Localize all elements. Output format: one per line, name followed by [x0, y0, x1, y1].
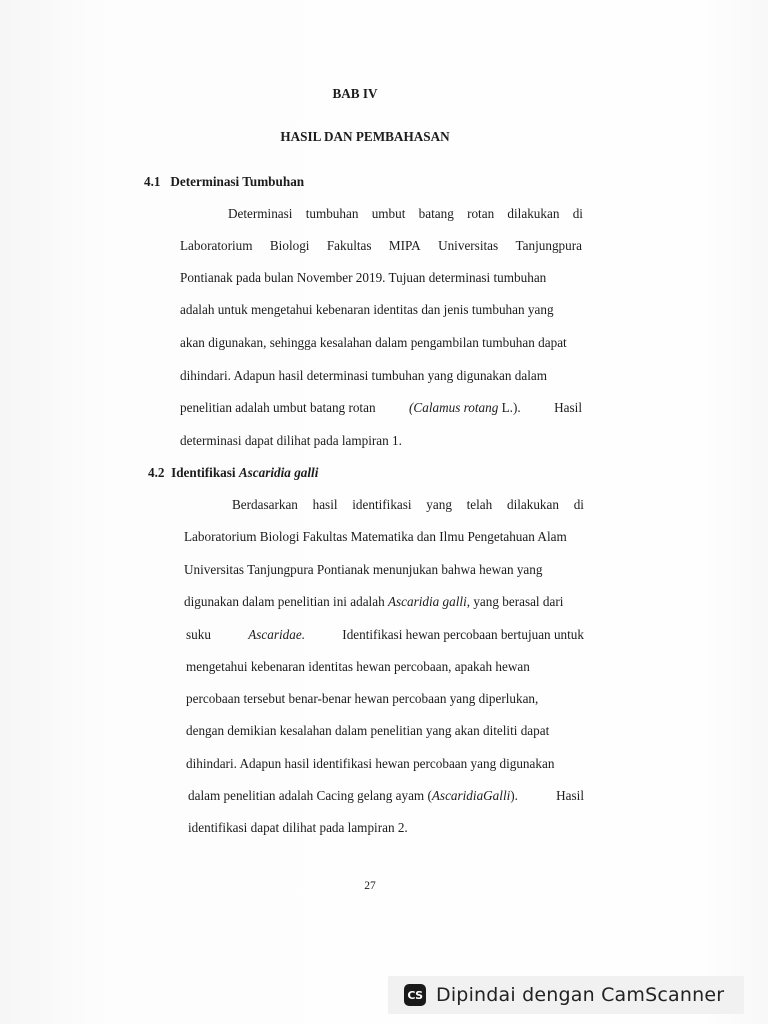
paragraph-line: percobaan tersebut benar-benar hewan percobaan yang diperlukan,: [186, 691, 539, 706]
paragraph-line: adalah untuk mengetahui kebenaran identitas dan jenis tumbuhan yang: [180, 302, 554, 317]
paragraph-line: determinasi dapat dilihat pada lampiran 1.: [180, 433, 402, 448]
section-title-species: Ascaridia galli: [238, 465, 319, 480]
section-4-1-heading: [144, 174, 304, 190]
paragraph-line: mengetahui kebenaran identitas hewan percobaan, apakah hewan: [186, 659, 530, 674]
camscanner-logo-icon: CS: [404, 984, 426, 1006]
paragraph-line: digunakan dalam penelitian ini adalah Ascaridia galli, yang berasal dari: [184, 594, 564, 609]
section-title: Identifikasi: [171, 465, 236, 480]
paragraph-line: suku Ascaridae. Identifikasi hewan percobaan bertujuan untuk: [186, 627, 584, 642]
paragraph-line: penelitian adalah umbut batang rotan (Calamus rotang L.). Hasil: [180, 400, 582, 415]
camscanner-text: Dipindai dengan CamScanner: [436, 984, 725, 1006]
paragraph-line: dihindari. Adapun hasil identifikasi hewan percobaan yang digunakan: [186, 756, 555, 771]
paragraph-line: akan digunakan, sehingga kesalahan dalam pengambilan tumbuhan dapat: [180, 335, 567, 350]
paragraph-line: dalam penelitian adalah Cacing gelang ayam (AscaridiaGalli). Hasil: [188, 788, 584, 803]
paragraph-line: Determinasi tumbuhan umbut batang rotan dilakukan di: [228, 206, 583, 221]
paragraph-line: dengan demikian kesalahan dalam penelitian yang akan diteliti dapat: [186, 723, 550, 738]
paragraph-line: identifikasi dapat dilihat pada lampiran 2.: [188, 820, 408, 835]
paragraph-line: dihindari. Adapun hasil determinasi tumbuhan yang digunakan dalam: [180, 368, 547, 383]
paragraph-line: Pontianak pada bulan November 2019. Tujuan determinasi tumbuhan: [180, 270, 547, 285]
section-title: Determinasi Tumbuhan: [170, 174, 305, 189]
section-4-2-heading: [148, 465, 318, 481]
section-number: 4.1: [144, 174, 161, 189]
chapter-heading: BAB IV: [332, 86, 378, 101]
section-number: 4.2: [148, 465, 165, 480]
paragraph-line: Laboratorium Biologi Fakultas Matematika dan Ilmu Pengetahuan Alam: [184, 529, 567, 544]
page-number: 27: [364, 880, 376, 892]
paragraph-line: Laboratorium Biologi Fakultas MIPA Universitas Tanjungpura: [180, 238, 582, 253]
chapter-title: HASIL DAN PEMBAHASAN: [280, 129, 450, 144]
camscanner-watermark: [388, 976, 744, 1014]
paragraph-line: Berdasarkan hasil identifikasi yang telah dilakukan di: [232, 497, 584, 512]
paragraph-line: Universitas Tanjungpura Pontianak menunjukan bahwa hewan yang: [184, 562, 543, 577]
